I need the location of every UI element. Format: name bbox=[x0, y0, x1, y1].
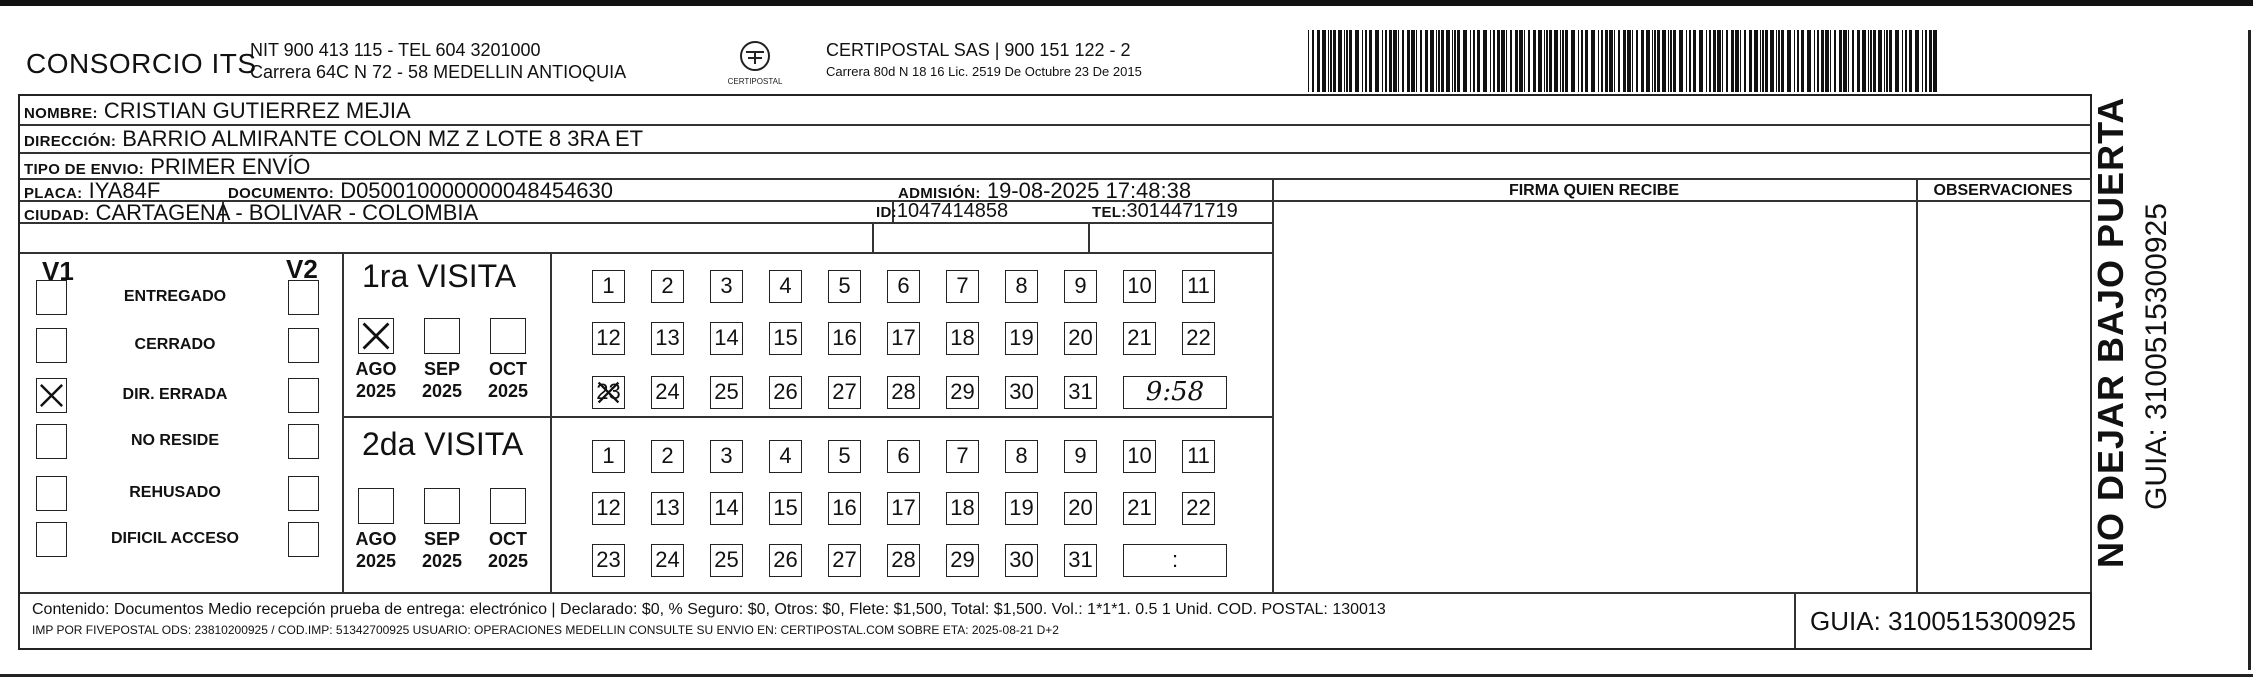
day-box[interactable] bbox=[1005, 270, 1038, 303]
day-box[interactable] bbox=[592, 544, 625, 577]
v1-checkbox[interactable] bbox=[36, 378, 67, 413]
v2-checkbox[interactable] bbox=[288, 476, 319, 511]
ciudad-value: CARTAGENA - BOLIVAR - COLOMBIA bbox=[95, 200, 479, 225]
day-number: 19 bbox=[1009, 325, 1034, 350]
company-address: Carrera 64C N 72 - 58 MEDELLIN ANTIOQUIA bbox=[250, 62, 627, 82]
day-box[interactable] bbox=[887, 440, 920, 473]
day-number: 14 bbox=[714, 495, 739, 520]
day-number: 30 bbox=[1009, 547, 1034, 572]
admision-value: 19-08-2025 17:48:38 bbox=[986, 178, 1192, 203]
day-box[interactable] bbox=[710, 270, 743, 303]
day-number: 2 bbox=[661, 273, 674, 298]
day-number: 7 bbox=[956, 273, 969, 298]
month-checkbox[interactable] bbox=[358, 318, 394, 354]
day-box[interactable] bbox=[1005, 376, 1038, 409]
day-number: 27 bbox=[832, 547, 857, 572]
v1-label: V1 bbox=[42, 256, 74, 286]
day-box[interactable] bbox=[710, 544, 743, 577]
field-tel bbox=[1092, 200, 1238, 223]
day-number: 15 bbox=[773, 325, 798, 350]
day-number: 28 bbox=[891, 379, 916, 404]
day-box[interactable] bbox=[828, 322, 861, 355]
right-border bbox=[2248, 30, 2251, 670]
day-box[interactable] bbox=[769, 376, 802, 409]
logo-text: CERTIPOSTAL bbox=[727, 77, 783, 86]
v1-checkbox[interactable] bbox=[36, 476, 67, 511]
day-box[interactable] bbox=[592, 492, 625, 525]
firma-header: FIRMA QUIEN RECIBE bbox=[1508, 182, 1680, 199]
day-number: 29 bbox=[950, 379, 975, 404]
day-box[interactable] bbox=[1064, 270, 1097, 303]
v1-checkbox[interactable] bbox=[36, 328, 67, 363]
day-number: 9 bbox=[1074, 273, 1087, 298]
day-number: 6 bbox=[897, 443, 910, 468]
day-box[interactable] bbox=[769, 270, 802, 303]
month-label: AGO bbox=[355, 359, 397, 379]
day-number: 1 bbox=[602, 273, 615, 298]
day-number: 14 bbox=[714, 325, 739, 350]
day-box[interactable] bbox=[1123, 492, 1156, 525]
month-checkbox[interactable] bbox=[490, 318, 526, 354]
day-box[interactable] bbox=[828, 440, 861, 473]
day-box[interactable] bbox=[769, 322, 802, 355]
day-number: 9 bbox=[1074, 443, 1087, 468]
day-number: 26 bbox=[773, 379, 798, 404]
field-direccion bbox=[24, 126, 643, 152]
day-number: 20 bbox=[1068, 495, 1093, 520]
col-divider bbox=[1916, 178, 1918, 592]
tel-value: 3014471719 bbox=[1126, 200, 1238, 222]
day-number: 8 bbox=[1015, 273, 1028, 298]
side-guia: GUIA: 3100515300925 bbox=[2140, 203, 2173, 510]
col-divider bbox=[1794, 592, 1796, 648]
day-box[interactable] bbox=[651, 322, 684, 355]
certipostal-logo-icon bbox=[722, 36, 788, 92]
day-number: 10 bbox=[1127, 443, 1152, 468]
tipo-value: PRIMER ENVÍO bbox=[150, 154, 311, 179]
month-label: SEP bbox=[423, 529, 461, 549]
day-box[interactable] bbox=[1064, 492, 1097, 525]
admision-label: ADMISIÓN: bbox=[898, 185, 981, 202]
company-name: CONSORCIO ITS bbox=[26, 48, 257, 79]
footer-content-line: Contenido: Documentos Medio recepción prueba de entrega: electrónico | Declarado: $0, % Seguro: $0, Otros: $0, Flete: $1,500, Total: $1,500. Vol.: 1*1*1. 0.5 1 Unid. COD. POSTAL: 130013 bbox=[32, 601, 1386, 618]
day-number: 24 bbox=[655, 547, 680, 572]
day-number: 16 bbox=[832, 495, 857, 520]
row-divider bbox=[20, 152, 2090, 154]
v2-checkbox[interactable] bbox=[288, 378, 319, 413]
day-box[interactable] bbox=[710, 440, 743, 473]
day-box[interactable] bbox=[828, 544, 861, 577]
day-box[interactable] bbox=[887, 544, 920, 577]
day-number: 28 bbox=[891, 547, 916, 572]
visit-divider bbox=[342, 416, 1272, 418]
footer-guia: GUIA: 3100515300925 bbox=[1810, 606, 2076, 636]
day-number: 5 bbox=[838, 443, 851, 468]
col-divider bbox=[872, 222, 874, 252]
visit2-title: 2da VISITA bbox=[362, 426, 524, 462]
day-box[interactable] bbox=[1182, 322, 1215, 355]
day-number: 6 bbox=[897, 273, 910, 298]
day-number: 31 bbox=[1068, 379, 1093, 404]
day-number: 25 bbox=[714, 547, 739, 572]
day-box[interactable] bbox=[1182, 440, 1215, 473]
day-number: 20 bbox=[1068, 325, 1093, 350]
day-number: 15 bbox=[773, 495, 798, 520]
day-number: 21 bbox=[1127, 325, 1152, 350]
day-box[interactable] bbox=[946, 492, 979, 525]
day-number: 12 bbox=[596, 495, 621, 520]
col-divider bbox=[550, 252, 552, 592]
col-divider bbox=[1088, 222, 1090, 252]
day-number: 5 bbox=[838, 273, 851, 298]
field-id bbox=[876, 200, 1008, 223]
day-number: 4 bbox=[779, 443, 792, 468]
month-label: OCT bbox=[489, 529, 527, 549]
day-number: 1 bbox=[602, 443, 615, 468]
status-label: DIR. ERRADA bbox=[122, 386, 228, 403]
month-year: 2025 bbox=[487, 381, 529, 401]
month-year: 2025 bbox=[355, 551, 397, 571]
day-box[interactable] bbox=[710, 322, 743, 355]
day-number: 13 bbox=[655, 495, 680, 520]
day-box[interactable] bbox=[946, 440, 979, 473]
month-checkbox[interactable] bbox=[490, 488, 526, 524]
v1-checkbox[interactable] bbox=[36, 280, 67, 315]
status-label: NO RESIDE bbox=[130, 432, 219, 449]
direccion-value: BARRIO ALMIRANTE COLON MZ Z LOTE 8 3RA ET bbox=[122, 126, 644, 151]
status-label: REHUSADO bbox=[129, 484, 221, 501]
day-number: 30 bbox=[1009, 379, 1034, 404]
nombre-value: CRISTIAN GUTIERREZ MEJIA bbox=[103, 98, 411, 123]
day-number: 18 bbox=[950, 495, 975, 520]
col-divider bbox=[342, 252, 344, 592]
day-box[interactable] bbox=[769, 440, 802, 473]
day-box[interactable] bbox=[1182, 492, 1215, 525]
day-box[interactable] bbox=[1005, 440, 1038, 473]
month-label: SEP bbox=[423, 359, 461, 379]
day-box[interactable] bbox=[769, 544, 802, 577]
time-value: 9:58 bbox=[1145, 377, 1205, 407]
v2-checkbox[interactable] bbox=[288, 280, 319, 315]
day-number: 21 bbox=[1127, 495, 1152, 520]
tel-label: TEL: bbox=[1092, 204, 1127, 221]
day-box[interactable] bbox=[1123, 270, 1156, 303]
day-number: 17 bbox=[891, 325, 916, 350]
day-number: 3 bbox=[720, 443, 733, 468]
day-box[interactable] bbox=[887, 376, 920, 409]
col-divider bbox=[1272, 178, 1274, 592]
placa-value: IYA84F bbox=[88, 178, 161, 203]
day-box[interactable] bbox=[710, 376, 743, 409]
day-number: 11 bbox=[1187, 443, 1210, 468]
day-box[interactable] bbox=[1064, 544, 1097, 577]
day-box[interactable] bbox=[651, 376, 684, 409]
month-year: 2025 bbox=[487, 551, 529, 571]
observaciones-header: OBSERVACIONES bbox=[1933, 182, 2073, 199]
day-box[interactable] bbox=[1005, 492, 1038, 525]
day-box[interactable] bbox=[887, 270, 920, 303]
day-box[interactable] bbox=[946, 376, 979, 409]
time-field[interactable] bbox=[1123, 376, 1227, 409]
day-box[interactable] bbox=[651, 270, 684, 303]
status-label: DIFICIL ACCESO bbox=[110, 530, 239, 547]
day-box[interactable] bbox=[1123, 440, 1156, 473]
visit1-title: 1ra VISITA bbox=[362, 258, 517, 294]
day-box[interactable] bbox=[1064, 376, 1097, 409]
documento-label: DOCUMENTO: bbox=[228, 185, 335, 202]
status-label: ENTREGADO bbox=[123, 288, 227, 305]
day-box[interactable] bbox=[1005, 322, 1038, 355]
day-number: 18 bbox=[950, 325, 975, 350]
day-box[interactable] bbox=[651, 492, 684, 525]
month-checkbox[interactable] bbox=[358, 488, 394, 524]
shipping-form bbox=[18, 94, 2092, 650]
day-box[interactable] bbox=[1064, 322, 1097, 355]
v1-checkbox[interactable] bbox=[36, 522, 67, 557]
day-box[interactable] bbox=[592, 440, 625, 473]
day-number: 22 bbox=[1186, 495, 1211, 520]
carrier-license: Carrera 80d N 18 16 Lic. 2519 De Octubre 23 De 2015 bbox=[826, 64, 1142, 79]
day-box[interactable] bbox=[887, 492, 920, 525]
day-box[interactable] bbox=[651, 544, 684, 577]
placa-label: PLACA: bbox=[24, 185, 83, 202]
month-year: 2025 bbox=[421, 381, 463, 401]
day-number: 16 bbox=[832, 325, 857, 350]
day-box[interactable] bbox=[828, 492, 861, 525]
v2-checkbox[interactable] bbox=[288, 522, 319, 557]
day-number: 23 bbox=[596, 547, 621, 572]
day-number: 3 bbox=[720, 273, 733, 298]
month-checkbox[interactable] bbox=[424, 318, 460, 354]
day-number: 13 bbox=[655, 325, 680, 350]
day-number: 8 bbox=[1015, 443, 1028, 468]
day-number: 31 bbox=[1068, 547, 1093, 572]
v2-label: V2 bbox=[286, 254, 318, 284]
footer-print-line: IMP POR FIVEPOSTAL ODS: 23810200925 / COD.IMP: 51342700925 USUARIO: OPERACIONES MEDELLIN CONSULTE SU ENVIO EN: CERTIPOSTAL.COM SOBRE ETA: 2025-08-21 D+2 bbox=[32, 623, 1059, 637]
day-box[interactable] bbox=[769, 492, 802, 525]
cross-mark-icon bbox=[595, 379, 622, 406]
day-box[interactable] bbox=[592, 270, 625, 303]
carrier-name: CERTIPOSTAL SAS | 900 151 122 - 2 bbox=[826, 40, 1131, 60]
field-nombre bbox=[24, 98, 411, 124]
day-number: 27 bbox=[832, 379, 857, 404]
id-label: ID: bbox=[876, 204, 897, 221]
day-number: 29 bbox=[950, 547, 975, 572]
day-number: 7 bbox=[956, 443, 969, 468]
field-tipo-envio bbox=[24, 154, 310, 180]
v2-checkbox[interactable] bbox=[288, 328, 319, 363]
day-box[interactable] bbox=[1182, 270, 1215, 303]
time-field[interactable] bbox=[1123, 544, 1227, 577]
day-box[interactable] bbox=[592, 376, 625, 409]
day-number: 24 bbox=[655, 379, 680, 404]
documento-value: D050010000000048454630 bbox=[340, 178, 614, 203]
nombre-label: NOMBRE: bbox=[24, 105, 98, 122]
id-value: 1047414858 bbox=[896, 200, 1009, 222]
day-box[interactable] bbox=[710, 492, 743, 525]
day-number: 11 bbox=[1187, 273, 1210, 298]
day-number: 26 bbox=[773, 547, 798, 572]
day-box[interactable] bbox=[946, 270, 979, 303]
ciudad-label: CIUDAD: bbox=[24, 207, 90, 224]
day-number: 23 bbox=[596, 379, 621, 404]
day-number: 10 bbox=[1127, 273, 1152, 298]
v1-checkbox[interactable] bbox=[36, 424, 67, 459]
company-nit: NIT 900 413 115 - TEL 604 3201000 bbox=[250, 40, 541, 60]
v2-checkbox[interactable] bbox=[288, 424, 319, 459]
month-checkbox[interactable] bbox=[424, 488, 460, 524]
day-number: 25 bbox=[714, 379, 739, 404]
day-number: 17 bbox=[891, 495, 916, 520]
day-box[interactable] bbox=[1064, 440, 1097, 473]
day-box[interactable] bbox=[1123, 322, 1156, 355]
day-box[interactable] bbox=[828, 270, 861, 303]
month-label: OCT bbox=[489, 359, 527, 379]
day-box[interactable] bbox=[946, 322, 979, 355]
day-box[interactable] bbox=[1005, 544, 1038, 577]
side-warning: NO DEJAR BAJO PUERTA bbox=[2090, 96, 2131, 568]
day-number: 12 bbox=[596, 325, 621, 350]
footer-divider bbox=[20, 592, 2090, 594]
month-label: AGO bbox=[355, 529, 397, 549]
day-number: 4 bbox=[779, 273, 792, 298]
day-box[interactable] bbox=[828, 376, 861, 409]
day-box[interactable] bbox=[592, 322, 625, 355]
row-divider bbox=[20, 252, 1272, 254]
day-number: 2 bbox=[661, 443, 674, 468]
day-number: 22 bbox=[1186, 325, 1211, 350]
status-label: CERRADO bbox=[134, 336, 216, 353]
barcode-icon bbox=[1308, 30, 1938, 92]
time-value: : bbox=[1171, 547, 1179, 572]
top-border bbox=[0, 0, 2253, 6]
day-number: 19 bbox=[1009, 495, 1034, 520]
field-ciudad bbox=[24, 200, 478, 226]
month-year: 2025 bbox=[421, 551, 463, 571]
tipo-label: TIPO DE ENVIO: bbox=[24, 161, 145, 178]
day-box[interactable] bbox=[651, 440, 684, 473]
day-box[interactable] bbox=[946, 544, 979, 577]
direccion-label: DIRECCIÓN: bbox=[24, 133, 117, 150]
day-box[interactable] bbox=[887, 322, 920, 355]
month-year: 2025 bbox=[355, 381, 397, 401]
